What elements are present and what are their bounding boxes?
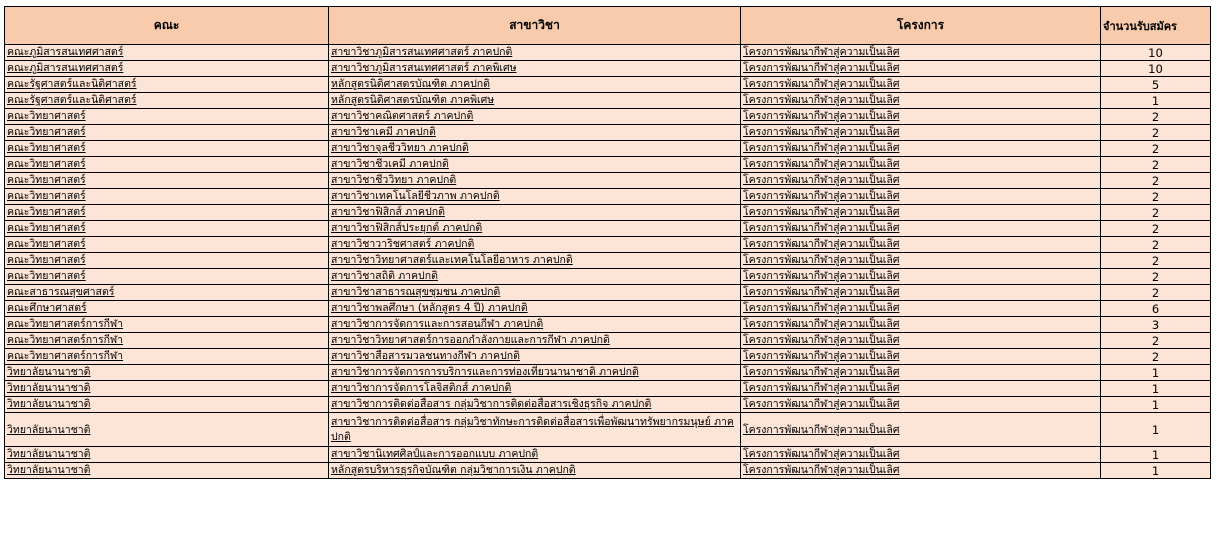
major-cell[interactable]: สาขาวิชาคณิตศาสตร์ ภาคปกติ — [329, 109, 741, 125]
faculty-cell[interactable]: คณะวิทยาศาสตร์ — [5, 109, 329, 125]
project-cell[interactable]: โครงการพัฒนากีฬาสู่ความเป็นเลิศ — [741, 301, 1101, 317]
major-cell[interactable]: สาขาวิชาการจัดการโลจิสติกส์ ภาคปกติ — [329, 381, 741, 397]
table-row — [5, 413, 1211, 447]
faculty-cell[interactable]: คณะวิทยาศาสตร์ — [5, 269, 329, 285]
table-row — [5, 141, 1211, 157]
count-cell[interactable]: 2 — [1101, 125, 1211, 141]
project-cell[interactable]: โครงการพัฒนากีฬาสู่ความเป็นเลิศ — [741, 189, 1101, 205]
table-row — [5, 157, 1211, 173]
project-cell[interactable]: โครงการพัฒนากีฬาสู่ความเป็นเลิศ — [741, 413, 1101, 447]
header-project[interactable]: โครงการ — [741, 7, 1101, 45]
project-cell[interactable]: โครงการพัฒนากีฬาสู่ความเป็นเลิศ — [741, 93, 1101, 109]
count-cell[interactable]: 2 — [1101, 269, 1211, 285]
project-cell[interactable]: โครงการพัฒนากีฬาสู่ความเป็นเลิศ — [741, 125, 1101, 141]
faculty-cell[interactable]: วิทยาลัยนานาชาติ — [5, 397, 329, 413]
count-cell[interactable]: 2 — [1101, 237, 1211, 253]
table-row — [5, 269, 1211, 285]
major-cell[interactable]: สาขาวิชาการจัดการและการสอนกีฬา ภาคปกติ — [329, 317, 741, 333]
faculty-cell[interactable]: วิทยาลัยนานาชาติ — [5, 463, 329, 479]
count-cell[interactable]: 2 — [1101, 109, 1211, 125]
table-body — [5, 45, 1211, 479]
project-cell[interactable]: โครงการพัฒนากีฬาสู่ความเป็นเลิศ — [741, 109, 1101, 125]
major-cell[interactable]: สาขาวิชาภูมิสารสนเทศศาสตร์ ภาคพิเศษ — [329, 61, 741, 77]
header-count[interactable]: จำนวนรับสมัคร — [1101, 7, 1211, 45]
faculty-cell[interactable]: วิทยาลัยนานาชาติ — [5, 381, 329, 397]
major-cell[interactable]: หลักสูตรนิติศาสตรบัณฑิต ภาคปกติ — [329, 77, 741, 93]
table-row — [5, 45, 1211, 61]
count-cell[interactable]: 2 — [1101, 157, 1211, 173]
count-cell[interactable]: 2 — [1101, 205, 1211, 221]
count-cell[interactable]: 1 — [1101, 365, 1211, 381]
count-cell[interactable]: 2 — [1101, 221, 1211, 237]
table-row — [5, 301, 1211, 317]
faculty-cell[interactable]: วิทยาลัยนานาชาติ — [5, 413, 329, 447]
major-cell[interactable]: สาขาวิชาชีววิทยา ภาคปกติ — [329, 173, 741, 189]
major-cell[interactable]: สาขาวิชาวาริชศาสตร์ ภาคปกติ — [329, 237, 741, 253]
major-cell[interactable]: สาขาวิชานิเทศศิลป์และการออกแบบ ภาคปกติ — [329, 447, 741, 463]
major-cell[interactable]: สาขาวิชาสื่อสารมวลชนทางกีฬา ภาคปกติ — [329, 349, 741, 365]
project-cell[interactable]: โครงการพัฒนากีฬาสู่ความเป็นเลิศ — [741, 317, 1101, 333]
faculty-cell[interactable]: คณะศึกษาศาสตร์ — [5, 301, 329, 317]
table-row — [5, 109, 1211, 125]
count-cell[interactable]: 1 — [1101, 397, 1211, 413]
count-cell[interactable]: 1 — [1101, 93, 1211, 109]
major-cell[interactable]: สาขาวิชาวิทยาศาสตร์การออกกำลังกายและการกีฬา ภาคปกติ — [329, 333, 741, 349]
major-cell[interactable]: หลักสูตรนิติศาสตรบัณฑิต ภาคพิเศษ — [329, 93, 741, 109]
faculty-cell[interactable]: คณะวิทยาศาสตร์ — [5, 125, 329, 141]
major-cell[interactable]: สาขาวิชาสาธารณสุขชุมชน ภาคปกติ — [329, 285, 741, 301]
faculty-cell[interactable]: คณะวิทยาศาสตร์การกีฬา — [5, 333, 329, 349]
count-cell[interactable]: 2 — [1101, 333, 1211, 349]
count-cell[interactable]: 10 — [1101, 45, 1211, 61]
major-cell[interactable]: สาขาวิชาเคมี ภาคปกติ — [329, 125, 741, 141]
table-row — [5, 447, 1211, 463]
faculty-cell[interactable]: คณะสาธารณสุขศาสตร์ — [5, 285, 329, 301]
major-cell[interactable]: สาขาวิชาพลศึกษา (หลักสูตร 4 ปี) ภาคปกติ — [329, 301, 741, 317]
faculty-cell[interactable]: วิทยาลัยนานาชาติ — [5, 365, 329, 381]
faculty-cell[interactable]: คณะวิทยาศาสตร์ — [5, 189, 329, 205]
table-row — [5, 365, 1211, 381]
table-row — [5, 463, 1211, 479]
major-cell[interactable]: สาขาวิชาฟิสิกส์ประยุกต์ ภาคปกติ — [329, 221, 741, 237]
project-cell[interactable]: โครงการพัฒนากีฬาสู่ความเป็นเลิศ — [741, 447, 1101, 463]
count-cell[interactable]: 2 — [1101, 173, 1211, 189]
count-cell[interactable]: 10 — [1101, 61, 1211, 77]
count-cell[interactable]: 2 — [1101, 189, 1211, 205]
table-row — [5, 253, 1211, 269]
faculty-cell[interactable]: คณะวิทยาศาสตร์ — [5, 253, 329, 269]
header-faculty[interactable]: คณะ — [5, 7, 329, 45]
faculty-cell[interactable]: คณะวิทยาศาสตร์ — [5, 141, 329, 157]
faculty-cell[interactable]: คณะวิทยาศาสตร์การกีฬา — [5, 349, 329, 365]
project-cell[interactable]: โครงการพัฒนากีฬาสู่ความเป็นเลิศ — [741, 157, 1101, 173]
major-cell[interactable]: สาขาวิชาเทคโนโลยีชีวภาพ ภาคปกติ — [329, 189, 741, 205]
project-cell[interactable]: โครงการพัฒนากีฬาสู่ความเป็นเลิศ — [741, 381, 1101, 397]
table-row — [5, 333, 1211, 349]
faculty-cell[interactable]: คณะรัฐศาสตร์และนิติศาสตร์ — [5, 77, 329, 93]
header-major[interactable]: สาขาวิชา — [329, 7, 741, 45]
project-cell[interactable]: โครงการพัฒนากีฬาสู่ความเป็นเลิศ — [741, 141, 1101, 157]
faculty-cell[interactable]: คณะรัฐศาสตร์และนิติศาสตร์ — [5, 93, 329, 109]
project-cell[interactable]: โครงการพัฒนากีฬาสู่ความเป็นเลิศ — [741, 365, 1101, 381]
table-row — [5, 189, 1211, 205]
major-cell[interactable]: สาขาวิชาภูมิสารสนเทศศาสตร์ ภาคปกติ — [329, 45, 741, 61]
table-row — [5, 205, 1211, 221]
table-row — [5, 125, 1211, 141]
table-row — [5, 77, 1211, 93]
project-cell[interactable]: โครงการพัฒนากีฬาสู่ความเป็นเลิศ — [741, 285, 1101, 301]
project-cell[interactable]: โครงการพัฒนากีฬาสู่ความเป็นเลิศ — [741, 173, 1101, 189]
table-row — [5, 317, 1211, 333]
major-cell[interactable]: สาขาวิชาการจัดการการบริการและการท่องเที่ยวนานาชาติ ภาคปกติ — [329, 365, 741, 381]
faculty-cell[interactable]: คณะภูมิสารสนเทศศาสตร์ — [5, 45, 329, 61]
project-cell[interactable]: โครงการพัฒนากีฬาสู่ความเป็นเลิศ — [741, 253, 1101, 269]
table-row — [5, 237, 1211, 253]
project-cell[interactable]: โครงการพัฒนากีฬาสู่ความเป็นเลิศ — [741, 397, 1101, 413]
project-cell[interactable]: โครงการพัฒนากีฬาสู่ความเป็นเลิศ — [741, 333, 1101, 349]
project-cell[interactable]: โครงการพัฒนากีฬาสู่ความเป็นเลิศ — [741, 463, 1101, 479]
table-row — [5, 285, 1211, 301]
project-cell[interactable]: โครงการพัฒนากีฬาสู่ความเป็นเลิศ — [741, 77, 1101, 93]
count-cell[interactable]: 1 — [1101, 413, 1211, 447]
faculty-cell[interactable]: คณะวิทยาศาสตร์ — [5, 205, 329, 221]
count-cell[interactable]: 2 — [1101, 285, 1211, 301]
project-cell[interactable]: โครงการพัฒนากีฬาสู่ความเป็นเลิศ — [741, 61, 1101, 77]
faculty-cell[interactable]: คณะวิทยาศาสตร์ — [5, 221, 329, 237]
count-cell[interactable]: 2 — [1101, 141, 1211, 157]
count-cell[interactable]: 1 — [1101, 463, 1211, 479]
table-row — [5, 397, 1211, 413]
table-row — [5, 221, 1211, 237]
table-row — [5, 381, 1211, 397]
count-cell[interactable]: 6 — [1101, 301, 1211, 317]
project-cell[interactable]: โครงการพัฒนากีฬาสู่ความเป็นเลิศ — [741, 349, 1101, 365]
count-cell[interactable]: 2 — [1101, 349, 1211, 365]
major-cell[interactable]: หลักสูตรบริหารธุรกิจบัณฑิต กลุ่มวิชาการเงิน ภาคปกติ — [329, 463, 741, 479]
faculty-cell[interactable]: คณะวิทยาศาสตร์ — [5, 173, 329, 189]
faculty-cell[interactable]: วิทยาลัยนานาชาติ — [5, 447, 329, 463]
table-row — [5, 93, 1211, 109]
project-cell[interactable]: โครงการพัฒนากีฬาสู่ความเป็นเลิศ — [741, 221, 1101, 237]
count-cell[interactable]: 1 — [1101, 447, 1211, 463]
table-row — [5, 61, 1211, 77]
table-row — [5, 349, 1211, 365]
major-cell[interactable]: สาขาวิชาฟิสิกส์ ภาคปกติ — [329, 205, 741, 221]
major-cell[interactable]: สาขาวิชาการติดต่อสื่อสาร กลุ่มวิชาการติดต่อสื่อสารเชิงธุรกิจ ภาคปกติ — [329, 397, 741, 413]
major-cell[interactable]: สาขาวิชาวิทยาศาสตร์และเทคโนโลยีอาหาร ภาคปกติ — [329, 253, 741, 269]
project-cell[interactable]: โครงการพัฒนากีฬาสู่ความเป็นเลิศ — [741, 205, 1101, 221]
project-cell[interactable]: โครงการพัฒนากีฬาสู่ความเป็นเลิศ — [741, 45, 1101, 61]
faculty-cell[interactable]: คณะวิทยาศาสตร์ — [5, 157, 329, 173]
major-cell[interactable]: สาขาวิชาสถิติ ภาคปกติ — [329, 269, 741, 285]
project-cell[interactable]: โครงการพัฒนากีฬาสู่ความเป็นเลิศ — [741, 269, 1101, 285]
major-cell[interactable]: สาขาวิชาจุลชีววิทยา ภาคปกติ — [329, 141, 741, 157]
faculty-cell[interactable]: คณะวิทยาศาสตร์ — [5, 237, 329, 253]
faculty-cell[interactable]: คณะภูมิสารสนเทศศาสตร์ — [5, 61, 329, 77]
count-cell[interactable]: 2 — [1101, 253, 1211, 269]
project-cell[interactable]: โครงการพัฒนากีฬาสู่ความเป็นเลิศ — [741, 237, 1101, 253]
table-row — [5, 173, 1211, 189]
major-cell[interactable]: สาขาวิชาการติดต่อสื่อสาร กลุ่มวิชาทักษะการติดต่อสื่อสารเพื่อพัฒนาทรัพยากรมนุษย์ ภาคปกติ — [329, 413, 741, 447]
count-cell[interactable]: 3 — [1101, 317, 1211, 333]
quota-table — [4, 6, 1211, 479]
major-cell[interactable]: สาขาวิชาชีวเคมี ภาคปกติ — [329, 157, 741, 173]
count-cell[interactable]: 1 — [1101, 381, 1211, 397]
count-cell[interactable]: 5 — [1101, 77, 1211, 93]
faculty-cell[interactable]: คณะวิทยาศาสตร์การกีฬา — [5, 317, 329, 333]
header-row — [5, 7, 1211, 45]
